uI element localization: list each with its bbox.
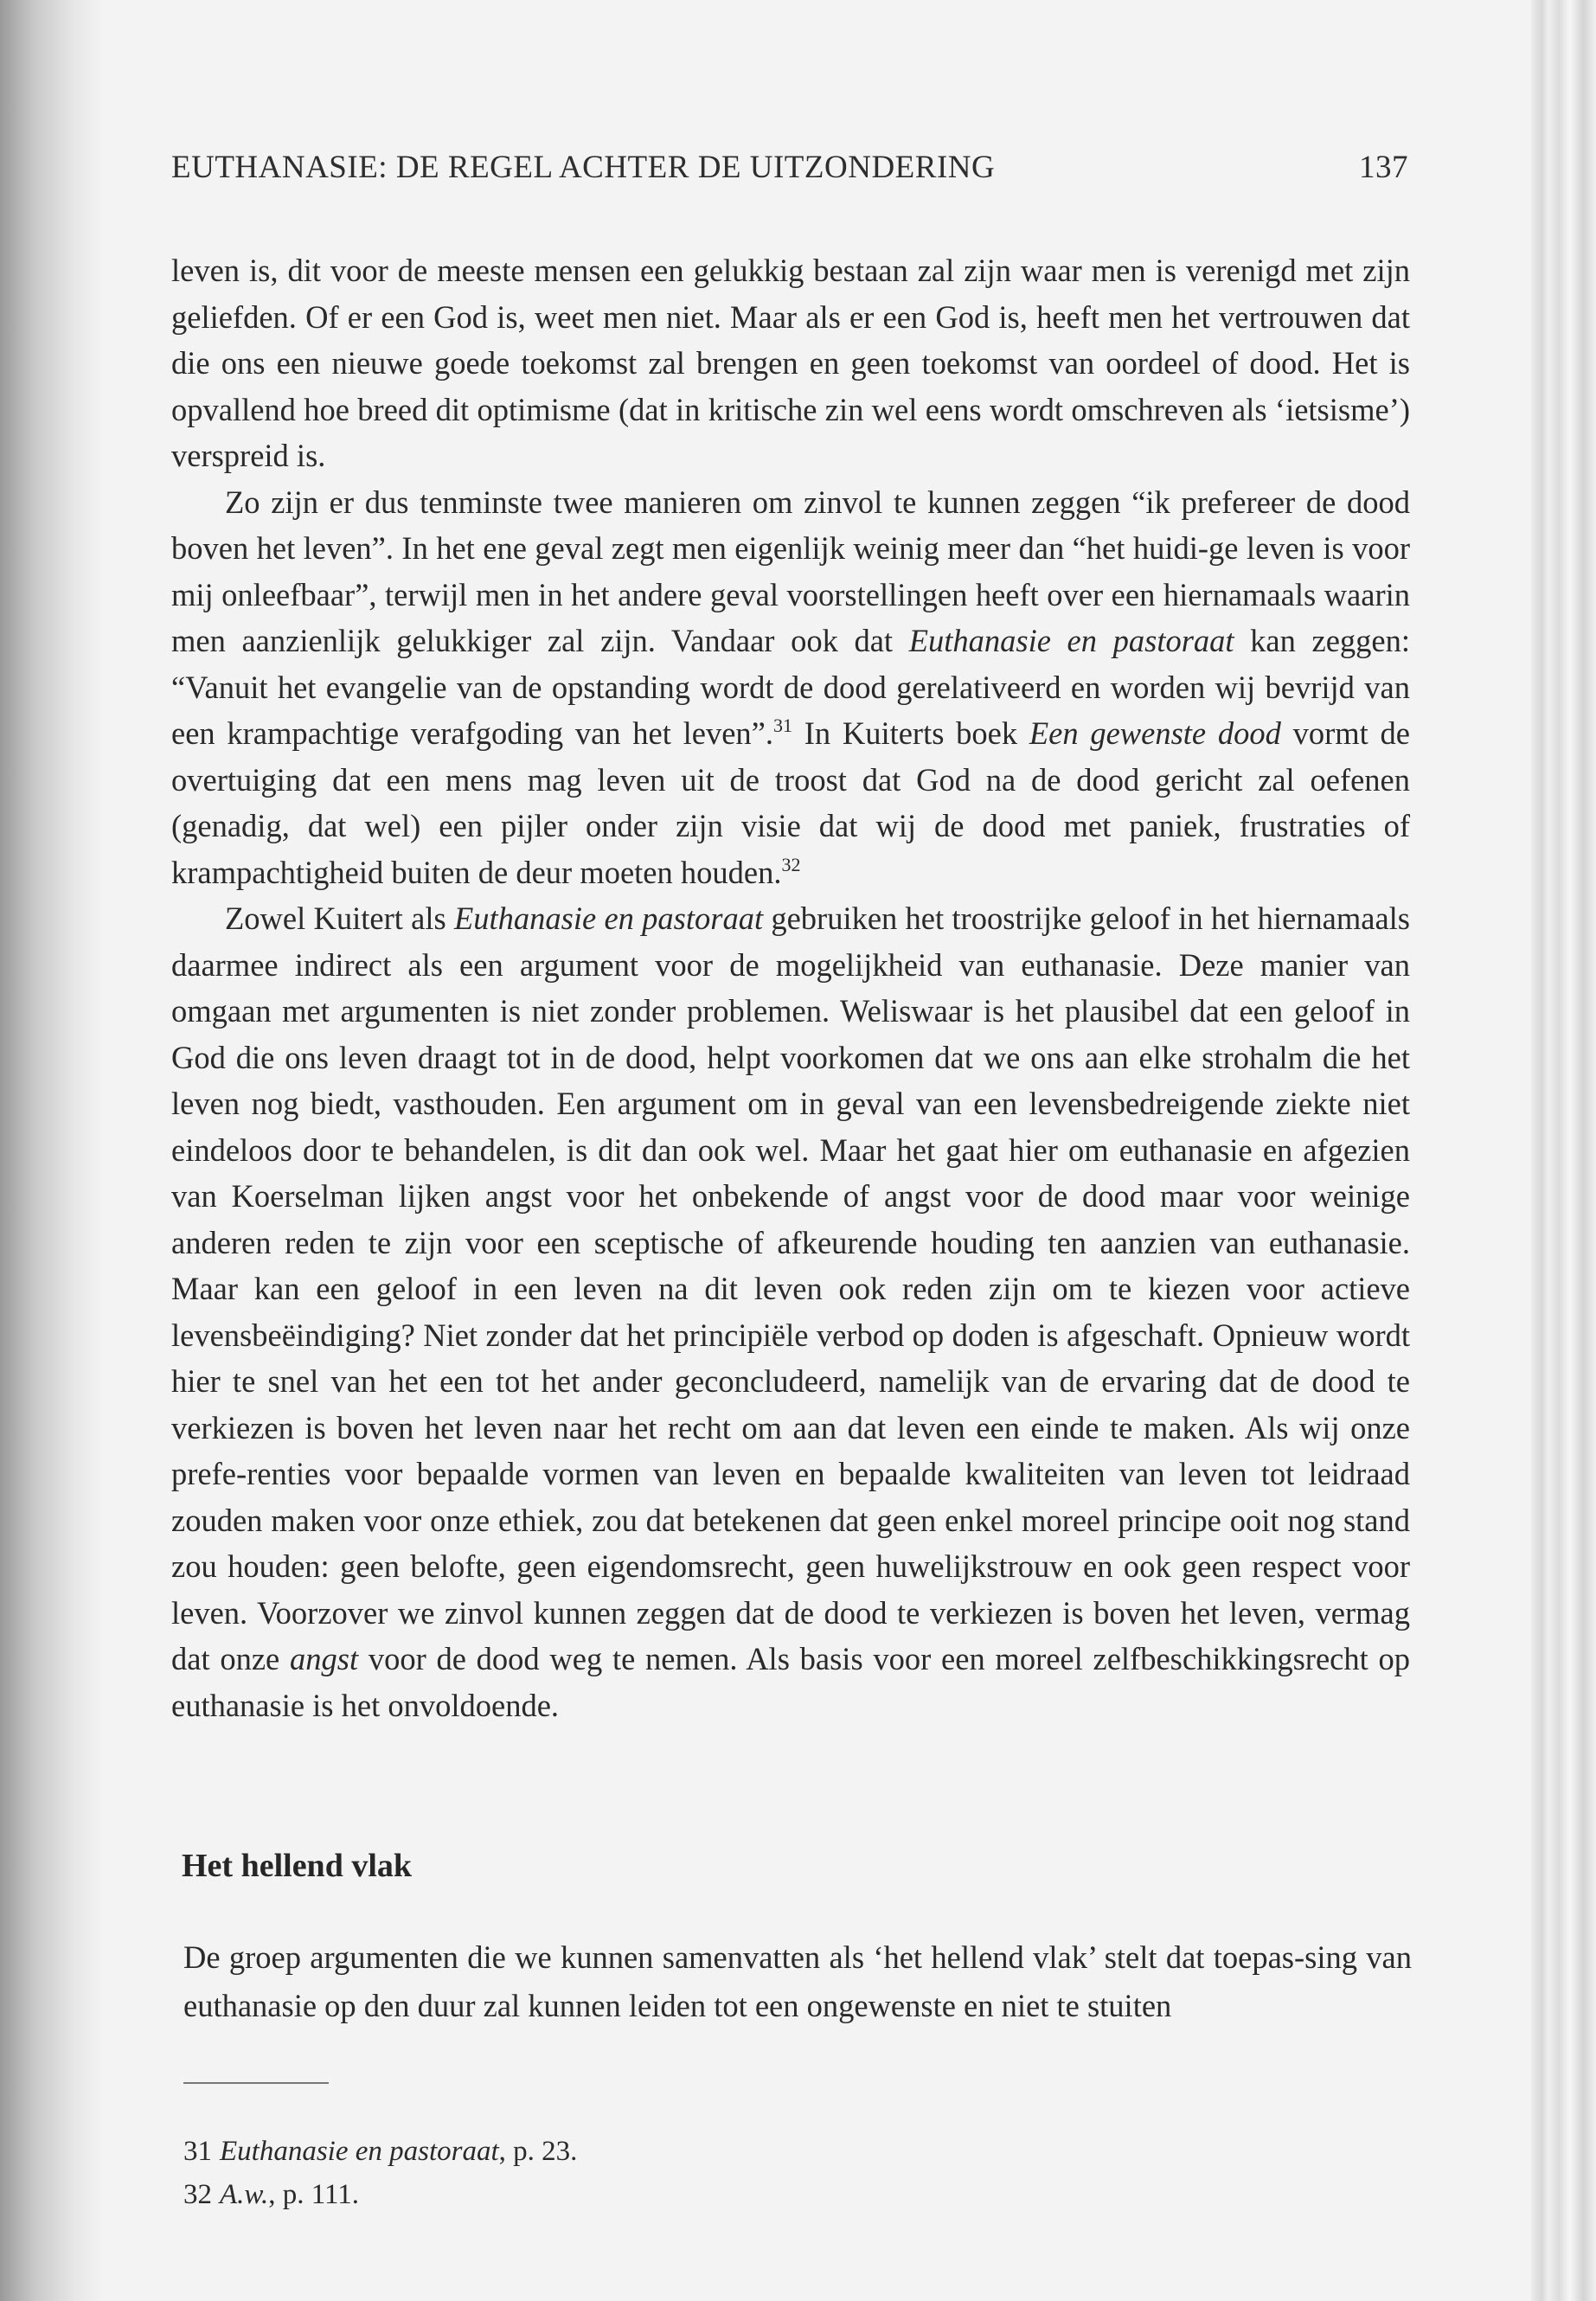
text-run: , p. 111. xyxy=(268,2179,360,2210)
italic-title: Euthanasie en pastoraat xyxy=(220,2136,499,2167)
section-paragraph: De groep argumenten die we kunnen samenvatten als ‘het hellend vlak’ stelt dat toepas-sing van euthanasie op den duur zal kunnen leiden tot een ongewenste en niet te stuiten xyxy=(183,1939,1412,2023)
text-run: Zo zijn er dus tenminste twee manieren om zinvol te kunnen zeggen “ik prefereer de dood boven het leven”. In het ene geval zegt men eigenlijk weinig meer dan “het huidi-ge leven is voor mij onleefbaar”, terwijl men in het andere geval voorstellingen heeft over een hiernamaals waarin men aanzienlijk gelukkiger zal zijn. Vandaar ook dat xyxy=(171,484,1410,658)
section-body xyxy=(183,1933,1412,2030)
footnote-rule xyxy=(183,2082,329,2084)
footnote xyxy=(183,2130,577,2173)
text-run: leven is, dit voor de meeste mensen een gelukkig bestaan zal zijn waar men is verenigd met zijn geliefden. Of er een God is, weet men niet. Maar als er een God is, heeft men het vertrouwen dat die ons een nieuwe goede toekomst zal brengen en geen toekomst van oordeel of dood. Het is opvallend hoe breed dit optimisme (dat in kritische zin wel eens wordt omschreven als ‘ietsisme’) verspreid is. xyxy=(171,253,1410,473)
running-head-title: EUTHANASIE: DE REGEL ACHTER DE UITZONDERING xyxy=(171,150,996,185)
text-run: vormt de overtuiging dat een mens mag leven uit de troost dat God na de dood gericht zal oefenen (genadig, dat wel) een pijler onder zijn visie dat wij de dood met paniek, frustraties of krampachtigheid buiten de deur moeten houden. xyxy=(171,715,1410,890)
paragraph xyxy=(171,247,1410,479)
body-text xyxy=(171,247,1410,1728)
footnote-reference: 32 xyxy=(781,853,801,875)
footnote xyxy=(183,2173,577,2216)
page-number: 137 xyxy=(1359,150,1408,185)
italic-title: Een gewenste dood xyxy=(1029,715,1281,751)
footnotes xyxy=(183,2130,577,2216)
italic-title: angst xyxy=(289,1641,359,1676)
text-run: gebruiken het troostrijke geloof in het hiernamaals daarmee indirect als een argument voor de mogelijkheid van euthanasie. Deze manier van omgaan met argumenten is niet zonder problemen. Weliswaar is het plausibel dat een geloof in God die ons leven draagt tot in de dood, helpt voorkomen dat we ons aan elke strohalm die het leven nog biedt, vasthouden. Een argument om in geval van een levensbedreigende ziekte niet eindeloos door te behandelen, is dit dan ook wel. Maar het gaat hier om euthanasie en afgezien van Koerselman lijken angst voor het onbekende of angst voor de dood maar voor weinige anderen reden te zijn voor een sceptische of afkeurende houding ten aanzien van euthanasie. Maar kan een geloof in een leven na dit leven ook reden zijn om te kiezen voor actieve levensbeëindiging? Niet zonder dat het principiële verbod op doden is afgeschaft. Opnieuw wordt hier te snel van het een tot het ander geconcludeerd, namelijk van de ervaring dat de dood te verkiezen is boven het leven naar het recht om aan dat leven een einde te maken. Als wij onze prefe-renties voor bepaalde vormen van leven en bepaalde kwaliteiten van leven tot leidraad zouden maken voor onze ethiek, zou dat betekenen dat geen enkel moreel principe ooit nog stand zou houden: geen belofte, geen eigendomsrecht, geen huwelijkstrouw en ook geen respect voor leven. Voorzover we zinvol kunnen zeggen dat de dood te verkiezen is boven het leven, vermag dat onze xyxy=(171,901,1410,1676)
text-run: voor de dood weg te nemen. Als basis voor een moreel zelfbeschikkingsrecht op euthanasie is het onvoldoende. xyxy=(171,1641,1410,1723)
italic-title: Euthanasie en pastoraat xyxy=(908,623,1234,658)
paragraph xyxy=(171,479,1410,896)
text-run: In Kuiterts boek xyxy=(792,715,1029,751)
italic-title: Euthanasie en pastoraat xyxy=(453,901,764,936)
footnote-number: 32 xyxy=(183,2179,212,2210)
text-run: , p. 23. xyxy=(498,2136,578,2167)
italic-title: A.w. xyxy=(220,2179,269,2210)
paragraph xyxy=(171,895,1410,1728)
footnote-number: 31 xyxy=(183,2136,212,2167)
footnote-reference: 31 xyxy=(772,715,792,736)
text-run: kan zeggen: “Vanuit het evangelie van de opstanding wordt de dood gerelativeerd en worden wij bevrijd van een krampachtige verafgoding van het leven”. xyxy=(171,623,1410,751)
text-run: Zowel Kuitert als xyxy=(225,901,454,936)
section-heading: Het hellend vlak xyxy=(182,1848,413,1884)
